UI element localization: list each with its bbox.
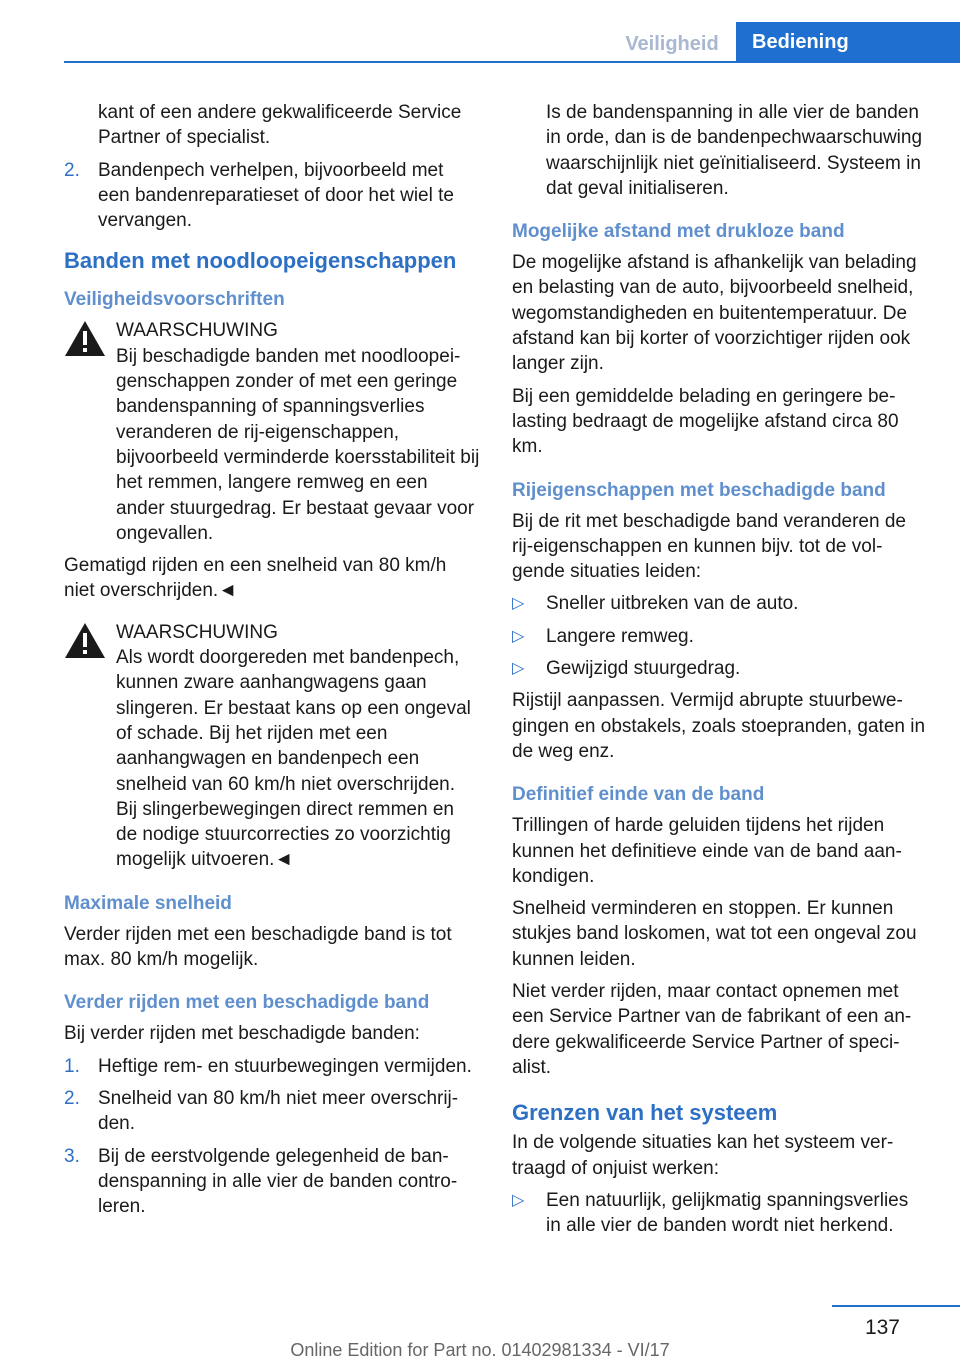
footer-rule — [832, 1305, 960, 1307]
paragraph: De mogelijke afstand is afhankelijk van belading en belasting van de auto, bijvoorbeeld snelheid, wegomstandigheden en buitentemperatuur. De afstand kan bij korter of voorzichtiger rijden ook langer zijn. — [512, 252, 917, 375]
subheading-einde: Definitief einde van de band — [512, 784, 765, 806]
edition-footer: Online Edition for Part no. 01402981334 - VI/17 — [290, 1340, 670, 1360]
paragraph: Gematigd rijden en een snelheid van 80 km/h niet overschrijden.◄ — [64, 555, 447, 602]
paragraph: Niet verder rijden, maar contact opnemen met een Service Partner van de fabrikant of een andere gekwalificeerde Service Partner of specialist. — [512, 981, 912, 1078]
page-number: 137 — [864, 1316, 900, 1339]
list-number: 1. — [64, 1055, 80, 1077]
warning-triangle-icon — [64, 320, 106, 357]
subheading-afstand: Mogelijke afstand met drukloze band — [512, 221, 845, 243]
bullet-triangle-icon: ▷ — [512, 595, 525, 613]
paragraph: Verder rijden met een beschadigde band is tot max. 80 km/h mogelijk. — [64, 923, 452, 971]
list-item-text: Snelheid van 80 km/h niet meer overschrijden. — [98, 1087, 459, 1135]
list-number: 3. — [64, 1145, 80, 1167]
paragraph: Trillingen of harde geluiden tijdens het rijden kunnen het definitieve einde van de band aankondigen. — [512, 815, 902, 887]
warning-title: WAARSCHUWING — [116, 320, 278, 342]
bullet-item — [512, 1188, 928, 1239]
bullet-triangle-icon: ▷ — [512, 1191, 525, 1209]
list-item-text: Heftige rem- en stuurbewegingen vermijden. — [98, 1055, 472, 1077]
list-item-continuation: Is de bandenspanning in alle vier de banden in orde, dan is de bandenpechwaarschuwing waarschijnlijk niet geïnitialiseerd. Systeem in dat geval initialiseren. — [546, 102, 923, 199]
list-item — [64, 158, 480, 234]
header-rule — [64, 61, 960, 63]
bullet-triangle-icon: ▷ — [512, 627, 525, 645]
right-column — [512, 100, 928, 1245]
paragraph: Bij de rit met beschadigde band veranderen de rij-eigenschappen en kunnen bijv. tot de volgende situaties leiden: — [512, 510, 906, 583]
bullet-triangle-icon: ▷ — [512, 660, 525, 678]
section-heading-noodloop: Banden met noodloopeigenschappen — [64, 248, 457, 274]
subheading-rijeigenschappen: Rijeigenschappen met beschadigde band — [512, 479, 886, 501]
warning-block — [64, 318, 480, 546]
bullet-text: Gewijzigd stuurgedrag. — [546, 658, 741, 680]
list-item-text: Bij de eerstvolgende gelegenheid de bandenspanning in alle vier de banden controleren. — [98, 1145, 458, 1218]
list-item — [64, 1144, 480, 1220]
subheading-veiligheid: Veiligheidsvoorschriften — [64, 289, 285, 311]
paragraph: Rijstijl aanpassen. Vermijd abrupte stuurbewegingen en obstakels, zoals stoepranden, gaten in de weg enz. — [512, 690, 926, 762]
subheading-verder-rijden: Verder rijden met een beschadigde band — [64, 992, 430, 1014]
left-column — [64, 100, 480, 1226]
warning-title: WAARSCHUWING — [116, 621, 278, 643]
tab-veiligheid[interactable]: Veiligheid — [625, 33, 719, 55]
warning-text: Bij beschadigde banden met noodloopeigenschappen zonder of met een geringe bandenspanning of spanningsverlies veranderen de rij-eigenschappen, bijvoorbeeld verminderde koersstabiliteit bij het remmen, langere remweg en een ander stuurgedrag. Er bestaat gevaar voor ongevallen. — [116, 345, 480, 544]
list-number: 2. — [64, 1087, 80, 1109]
list-item — [64, 1086, 480, 1137]
warning-block — [64, 620, 480, 873]
warning-triangle-icon — [64, 622, 106, 659]
paragraph: Snelheid verminderen en stoppen. Er kunnen stukjes band loskomen, wat tot een ongeval zou kunnen leiden. — [512, 898, 917, 970]
subheading-max-snelheid: Maximale snelheid — [64, 892, 232, 914]
list-item-continuation: kant of een andere gekwalificeerde Service Partner of specialist. — [98, 102, 462, 149]
section-heading-grenzen: Grenzen van het systeem — [512, 1100, 778, 1126]
bullet-text: Langere remweg. — [546, 625, 694, 647]
paragraph: Bij een gemiddelde belading en geringere belasting bedraagt de mogelijke afstand circa 80 km. — [512, 385, 899, 458]
page-header — [0, 0, 960, 62]
bullet-text: Sneller uitbreken van de auto. — [546, 593, 799, 615]
warning-text: Als wordt doorgereden met bandenpech, kunnen zware aanhangwagens gaan slingeren. Er bestaat kans op een ongeval of schade. Bij het rijden met een aanhangwagen en bandenpech een snelheid van 60 km/h niet overschrijden. Bij slingerbewegingen direct remmen en de nodige stuurcorrecties zo voorzichtig mogelijk uitvoeren.◄ — [116, 647, 471, 871]
bullet-item — [512, 591, 928, 616]
bullet-item — [512, 656, 928, 681]
paragraph: Bij verder rijden met beschadigde banden: — [64, 1023, 420, 1045]
list-number: 2. — [64, 159, 80, 181]
paragraph: In de volgende situaties kan het systeem vertraagd of onjuist werken: — [512, 1132, 894, 1179]
tab-bediening[interactable]: Bediening — [736, 22, 960, 62]
bullet-item — [512, 624, 928, 649]
list-item-text: Bandenpech verhelpen, bijvoorbeeld met een bandenreparatieset of door het wiel te vervangen. — [98, 159, 454, 232]
list-item — [64, 1054, 480, 1079]
bullet-text: Een natuurlijk, gelijkmatig spanningsverlies in alle vier de banden wordt niet herkend. — [546, 1189, 909, 1237]
